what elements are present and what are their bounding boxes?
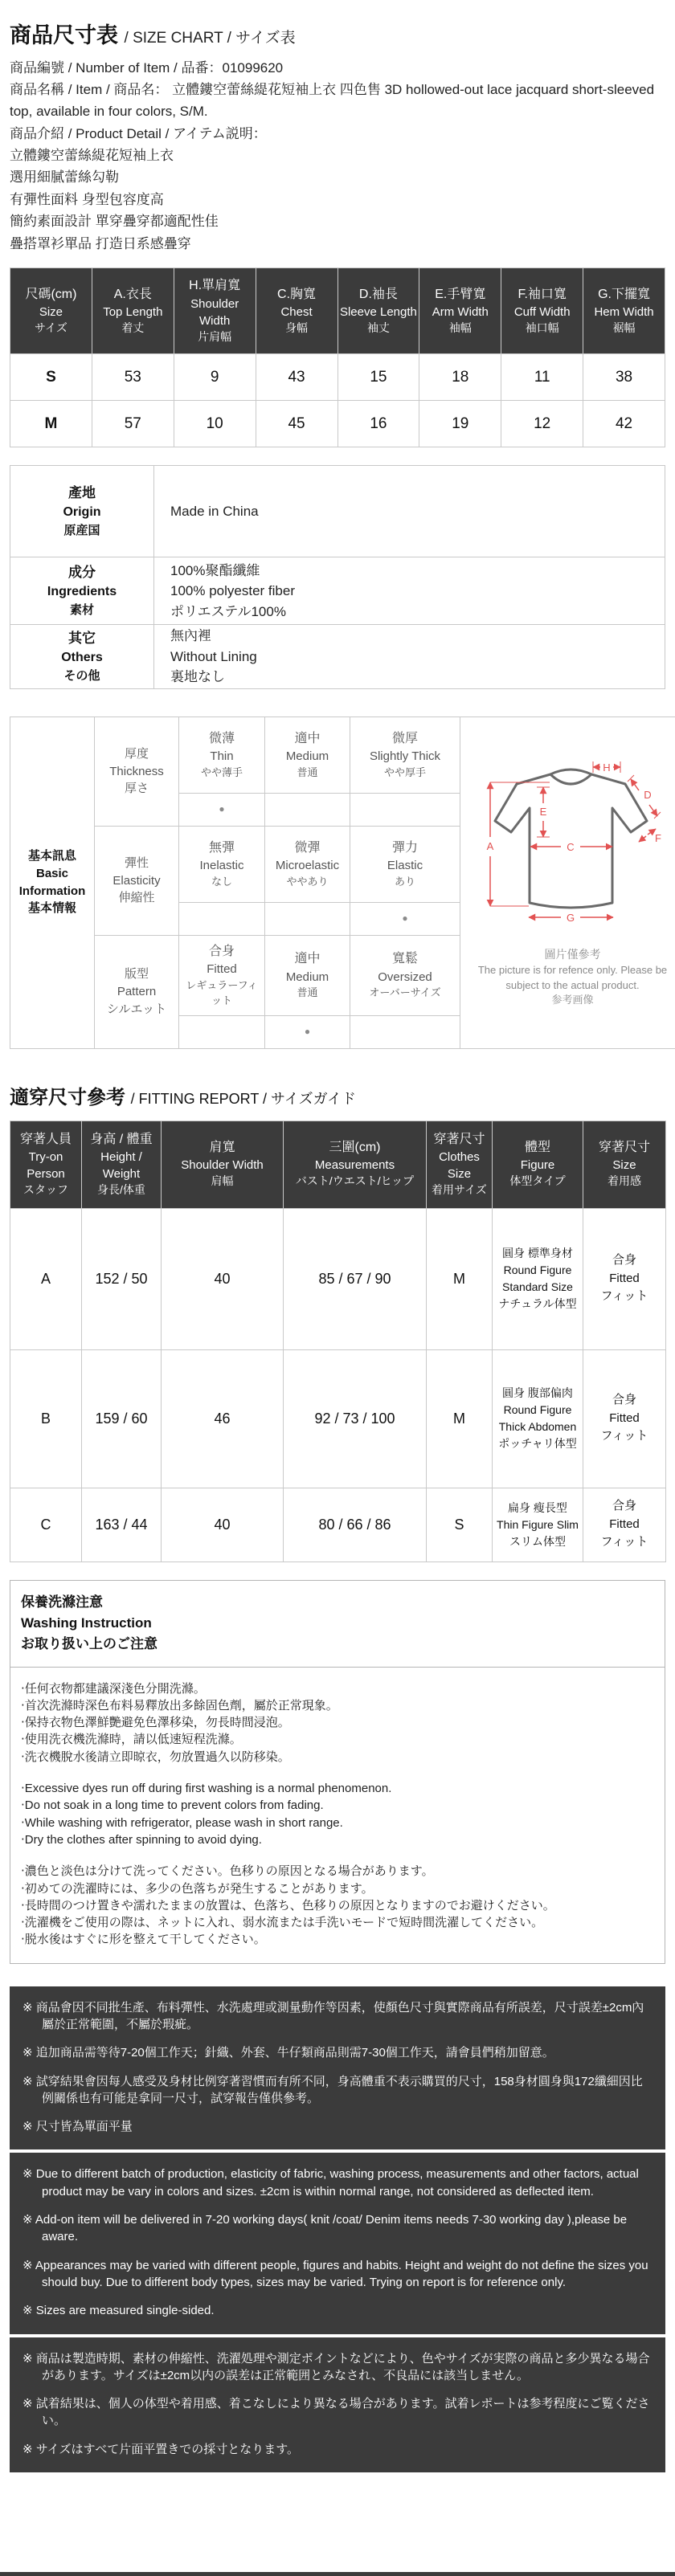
- option-en: Oversized: [352, 969, 458, 986]
- size-header-jp: 片肩幅: [176, 329, 254, 345]
- page-title-zh: 商品尺寸表: [10, 23, 118, 47]
- figure-jp: ポッチャリ体型: [495, 1435, 580, 1452]
- origin-label-zh: 產地: [11, 483, 153, 504]
- size-row-m: [10, 401, 665, 447]
- height-weight-cell: 163 / 44: [82, 1488, 162, 1562]
- elasticity-option-microelastic: [265, 826, 350, 902]
- fit-zh: 合身: [586, 1391, 663, 1410]
- option-en: Microelastic: [267, 857, 348, 875]
- option-jp: 普通: [267, 986, 348, 1001]
- item-number-value: 01099620: [223, 60, 284, 76]
- item-name-value: 立體鏤空蕾絲緹花短袖上衣 四色售 3D hollowed-out lace jacquard short-sleeved top, available in four colors, S/M.: [10, 82, 654, 119]
- size-header-cell: [583, 268, 665, 354]
- option-zh: 微彈: [267, 839, 348, 857]
- basic-info-section-label: [10, 716, 95, 1048]
- option-en: Thin: [181, 748, 263, 765]
- fit-header-jp: 着用サイズ: [428, 1182, 490, 1198]
- fit-header-en: Measurements: [285, 1157, 424, 1174]
- size-header-cell: [419, 268, 501, 354]
- size-value-cell: 15: [338, 354, 419, 401]
- size-value-cell: 53: [92, 354, 174, 401]
- pattern-option-fitted: [179, 935, 265, 1015]
- figure-en: Thin Figure Slim: [495, 1517, 580, 1533]
- option-zh: 適中: [267, 949, 348, 968]
- others-value-zh: 無內裡: [170, 626, 664, 647]
- option-zh: 微薄: [181, 729, 263, 748]
- size-header-zh: G.下擺寬: [585, 286, 663, 304]
- size-header-zh: A.衣長: [94, 286, 172, 304]
- option-zh: 寬鬆: [352, 949, 458, 968]
- product-info-table: [10, 465, 665, 689]
- fitting-header-cell: [427, 1121, 493, 1208]
- basic-info-label-en: Basic Information: [11, 865, 93, 900]
- shoulder-cell: 40: [162, 1488, 284, 1562]
- washing-line: ‧初めての洗濯時には、多少の色落ちが発生することがあります。: [21, 1880, 654, 1897]
- pattern-dot-medium: ●: [265, 1015, 350, 1048]
- option-zh: 微厚: [352, 729, 458, 748]
- size-header-jp: 裾幅: [585, 320, 663, 337]
- ingredients-label-cell: [10, 557, 154, 625]
- washing-group-jp: [21, 1863, 654, 1948]
- size-header-jp: 袖丈: [340, 320, 418, 337]
- pattern-label-en: Pattern: [96, 983, 178, 1001]
- fit-header-zh: 體型: [494, 1139, 581, 1157]
- size-header-en: Size: [12, 304, 90, 320]
- page-title: [10, 18, 665, 49]
- size-header-jp: サイズ: [12, 320, 90, 337]
- size-header-zh: D.袖長: [340, 286, 418, 304]
- washing-group-zh: [21, 1680, 654, 1766]
- fit-jp: フィット: [586, 1288, 663, 1306]
- option-jp: やや薄手: [181, 765, 263, 781]
- size-chart-table: [10, 267, 665, 447]
- washing-line: ‧Do not soak in a long time to prevent colors from fading.: [21, 1797, 654, 1814]
- washing-line: ‧長時間のつけ置きや濡れたままの放置は、色落ち、色移りの原因となりますのでお避けください。: [21, 1897, 654, 1914]
- washing-line: ‧保持衣物色澤鮮艷避免色澤移染，勿長時間浸泡。: [21, 1714, 654, 1731]
- figure-jp: ナチュラル体型: [495, 1296, 580, 1312]
- ingredients-value-zh: 100%聚酯纖維: [170, 561, 664, 582]
- option-jp: なし: [181, 875, 263, 890]
- basic-info-table: [10, 716, 675, 1049]
- elasticity-label-jp: 伸縮性: [96, 889, 178, 907]
- fit-header-zh: 肩寬: [163, 1139, 281, 1157]
- option-jp: オーバーサイズ: [352, 986, 458, 1001]
- others-value-en: Without Lining: [170, 647, 664, 667]
- size-value-cell: 19: [419, 401, 501, 447]
- option-jp: レギュラーフィット: [181, 978, 263, 1009]
- figure-zh: 扁身 瘦長型: [495, 1500, 580, 1517]
- fit-header-zh: 穿著尺寸: [585, 1139, 664, 1157]
- fit-header-en: Figure: [494, 1157, 581, 1174]
- size-header-cell: [501, 268, 583, 354]
- label-A: A: [486, 840, 493, 852]
- size-header-jp: 袖口幅: [503, 320, 581, 337]
- fit-feel-cell: [583, 1488, 666, 1562]
- others-label-cell: [10, 625, 154, 689]
- fitting-row-b: [10, 1349, 666, 1488]
- size-value-cell: 45: [256, 401, 338, 447]
- option-en: Fitted: [181, 961, 263, 978]
- figure-zh: 圓身 標準身材: [495, 1245, 580, 1262]
- size-header-zh: C.胸寬: [258, 286, 336, 304]
- product-detail-line: 立體鏤空蕾絲緹花短袖上衣: [10, 145, 665, 167]
- item-name-label: 商品名稱 / Item / 商品名：: [10, 82, 168, 97]
- product-detail-line: 有彈性面料 身型包容度高: [10, 189, 665, 211]
- thickness-label-en: Thickness: [96, 763, 178, 781]
- origin-row: [10, 466, 665, 557]
- size-header-en: Sleeve Length: [340, 304, 418, 320]
- note-item: ※ 商品會因不同批生產、布料彈性、水洗處理或測量動作等因素，使顏色尺寸與實際商品有所誤差，尺寸誤差±2cm內屬於正常範圍，不屬於瑕疵。: [22, 1999, 652, 2034]
- notes-box-jp: [10, 2337, 665, 2472]
- size-header-zh: H.單肩寬: [176, 277, 254, 295]
- fitting-title-zh: 適穿尺寸參考: [10, 1087, 125, 1108]
- measurements-cell: 85 / 67 / 90: [284, 1208, 427, 1349]
- size-header-cell: [174, 268, 256, 354]
- size-header-cell: [338, 268, 419, 354]
- notes-section: [10, 1986, 665, 2472]
- fit-zh: 合身: [586, 1251, 663, 1270]
- size-header-zh: E.手臂寬: [421, 286, 499, 304]
- measurements-cell: 92 / 73 / 100: [284, 1349, 427, 1488]
- fit-jp: フィット: [586, 1533, 663, 1552]
- option-en: Slightly Thick: [352, 748, 458, 765]
- fit-header-zh: 身高 / 體重: [84, 1131, 159, 1149]
- thickness-option-thick: [350, 716, 460, 793]
- washing-title-zh: 保養洗滌注意: [21, 1592, 654, 1613]
- pattern-dot-fitted: [179, 1015, 265, 1048]
- ingredients-value-en: 100% polyester fiber: [170, 581, 664, 602]
- size-value-cell: 9: [174, 354, 256, 401]
- figure-cell: [493, 1349, 583, 1488]
- tryon-person-cell: B: [10, 1349, 82, 1488]
- fit-header-jp: 着用感: [585, 1174, 664, 1190]
- fit-en: Fitted: [586, 1516, 663, 1534]
- others-value-jp: 裏地なし: [170, 667, 664, 688]
- elasticity-option-elastic: [350, 826, 460, 902]
- size-value-cell: 16: [338, 401, 419, 447]
- measurements-cell: 80 / 66 / 86: [284, 1488, 427, 1562]
- tshirt-measurement-diagram: [472, 757, 673, 929]
- label-C: C: [567, 841, 574, 853]
- size-value-cell: 10: [174, 401, 256, 447]
- figure-en: Round Figure Standard Size: [495, 1262, 580, 1296]
- elasticity-dot-microelastic: [265, 902, 350, 935]
- fitting-header-cell: [284, 1121, 427, 1208]
- fit-feel-cell: [583, 1208, 666, 1349]
- fit-header-jp: スタッフ: [12, 1182, 80, 1198]
- washing-line: ‧使用洗衣機洗滌時，請以低速短程洗滌。: [21, 1731, 654, 1748]
- washing-line: ‧While washing with refrigerator, please wash in short range.: [21, 1815, 654, 1831]
- others-row: [10, 625, 665, 689]
- fit-jp: フィット: [586, 1427, 663, 1446]
- option-en: Medium: [267, 748, 348, 765]
- fitting-header-cell: [162, 1121, 284, 1208]
- page-title-suffix: / SIZE CHART / サイズ表: [125, 30, 296, 47]
- diagram-caption: [464, 946, 675, 1008]
- size-header-jp: 着丈: [94, 320, 172, 337]
- pattern-option-medium: [265, 935, 350, 1015]
- fitting-report-title: [10, 1081, 665, 1109]
- bottom-dark-strip: [0, 2572, 675, 2576]
- basic-info-label-jp: 基本情報: [11, 900, 93, 917]
- fitting-header-cell: [493, 1121, 583, 1208]
- item-number-line: [10, 57, 665, 79]
- option-zh: 合身: [181, 942, 263, 961]
- washing-line: ‧脱水後はすぐに形を整えて干してください。: [21, 1931, 654, 1948]
- fitting-header-cell: [82, 1121, 162, 1208]
- ingredients-label-jp: 素材: [11, 602, 153, 620]
- fitting-row-c: [10, 1488, 666, 1562]
- fit-header-en: Try-on Person: [12, 1149, 80, 1182]
- size-header-cell: [92, 268, 174, 354]
- size-header-en: Cuff Width: [503, 304, 581, 320]
- figure-cell: [493, 1488, 583, 1562]
- thickness-label-zh: 厚度: [96, 745, 178, 763]
- pattern-label-jp: シルエット: [96, 1001, 178, 1019]
- product-detail-line: 簡約素面設計 單穿疊穿都適配性佳: [10, 210, 665, 233]
- size-header-jp: 身幅: [258, 320, 336, 337]
- note-item: ※ 商品は製造時期、素材の伸縮性、洗濯処理や測定ポイントなどにより、色やサイズが実際の商品と多少異なる場合があります。サイズは±2cm以内の誤差は正常範囲とみなされ、不良品には該当しません。: [22, 2350, 652, 2385]
- others-value-cell: [154, 625, 665, 689]
- size-name-cell: M: [10, 401, 92, 447]
- product-detail-line: 選用細膩蕾絲勾勒: [10, 166, 665, 189]
- note-item: ※ 尺寸皆為單面平量: [22, 2118, 652, 2135]
- elasticity-label-cell: [95, 826, 179, 935]
- washing-line: ‧首次洗滌時深色布料易釋放出多餘固色劑，屬於正常現象。: [21, 1697, 654, 1714]
- option-en: Inelastic: [181, 857, 263, 875]
- tryon-person-cell: A: [10, 1208, 82, 1349]
- washing-line: ‧洗衣機脫水後請立即晾衣，勿放置過久以防移染。: [21, 1749, 654, 1766]
- ingredients-value-cell: [154, 557, 665, 625]
- item-number-label: 商品編號 / Number of Item / 品番：: [10, 60, 223, 76]
- size-header-jp: 袖幅: [421, 320, 499, 337]
- ingredients-label-en: Ingredients: [11, 582, 153, 602]
- note-item: ※ 追加商品需等待7-20個工作天；針織、外套、牛仔類商品則需7-30個工作天，請會員們稍加留意。: [22, 2044, 652, 2061]
- origin-value: Made in China: [170, 501, 664, 522]
- clothes-size-cell: M: [427, 1208, 493, 1349]
- origin-label-cell: [10, 466, 154, 557]
- shoulder-cell: 40: [162, 1208, 284, 1349]
- size-header-cell: [256, 268, 338, 354]
- fitting-title-suffix: / FITTING REPORT / サイズガイド: [131, 1091, 356, 1107]
- elasticity-dot-inelastic: [179, 902, 265, 935]
- fit-header-jp: 肩幅: [163, 1174, 281, 1190]
- option-en: Elastic: [352, 857, 458, 875]
- height-weight-cell: 152 / 50: [82, 1208, 162, 1349]
- ingredients-row: [10, 557, 665, 625]
- thickness-label-jp: 厚さ: [96, 780, 178, 798]
- fit-header-jp: バスト/ウエスト/ヒップ: [285, 1174, 424, 1190]
- fit-header-jp: 体型タイプ: [494, 1174, 581, 1190]
- fit-header-zh: 穿著尺寸: [428, 1131, 490, 1149]
- product-detail-line: 疊搭罩衫單品 打造日系感疊穿: [10, 233, 665, 255]
- washing-group-en: [21, 1780, 654, 1848]
- size-header-en: Top Length: [94, 304, 172, 320]
- caption-jp: 参考画像: [464, 993, 675, 1008]
- figure-en: Round Figure Thick Abdomen: [495, 1402, 580, 1435]
- washing-title-jp: お取り扱い上のご注意: [21, 1634, 654, 1655]
- note-item: ※ Appearances may be varied with different people, figures and habits. Height and weight do not define the sizes you should buy. Due to different body types, sizes may be varied. Trying on report is for reference only.: [22, 2257, 652, 2292]
- fit-en: Fitted: [586, 1410, 663, 1428]
- figure-jp: スリム体型: [495, 1533, 580, 1550]
- elasticity-dot-elastic: ●: [350, 902, 460, 935]
- others-label-en: Others: [11, 648, 153, 667]
- option-jp: やや厚手: [352, 765, 458, 781]
- basic-info-label-zh: 基本訊息: [11, 847, 93, 865]
- size-name-cell: S: [10, 354, 92, 401]
- ingredients-label-zh: 成分: [11, 562, 153, 583]
- fit-header-zh: 穿著人員: [12, 1131, 80, 1149]
- fit-header-en: Size: [585, 1157, 664, 1174]
- size-value-cell: 18: [419, 354, 501, 401]
- note-item: ※ 試着結果は、個人の体型や着用感、着こなしにより異なる場合があります。試着レポートは参考程度にご覧ください。: [22, 2395, 652, 2430]
- height-weight-cell: 159 / 60: [82, 1349, 162, 1488]
- clothes-size-cell: S: [427, 1488, 493, 1562]
- size-header-en: Shoulder Width: [176, 296, 254, 329]
- origin-label-en: Origin: [11, 503, 153, 522]
- option-jp: 普通: [267, 765, 348, 781]
- note-item: ※ Sizes are measured single-sided.: [22, 2302, 652, 2319]
- others-label-zh: 其它: [11, 628, 153, 649]
- thickness-dot-thin: ●: [179, 793, 265, 826]
- bottom-spacer: [0, 2476, 675, 2572]
- clothes-size-cell: M: [427, 1349, 493, 1488]
- note-item: ※ Due to different batch of production, elasticity of fabric, washing process, measurements and other factors, actual product may be vary in colors and sizes. ±2cm is within normal range, not considered as deflected item.: [22, 2166, 652, 2200]
- tryon-person-cell: C: [10, 1488, 82, 1562]
- fitting-header-cell: [583, 1121, 666, 1208]
- thickness-dot-thick: [350, 793, 460, 826]
- label-D: D: [644, 789, 651, 801]
- item-name-line: [10, 79, 665, 122]
- thickness-option-thin: [179, 716, 265, 793]
- pattern-dot-oversized: [350, 1015, 460, 1048]
- size-value-cell: 12: [501, 401, 583, 447]
- notes-box-en: [10, 2153, 665, 2333]
- caption-zh: 圖片僅參考: [464, 946, 675, 962]
- fit-header-en: Clothes Size: [428, 1149, 490, 1182]
- label-F: F: [655, 832, 661, 844]
- size-header-zh: F.袖口寬: [503, 286, 581, 304]
- fit-header-jp: 身長/体重: [84, 1182, 159, 1198]
- option-zh: 適中: [267, 729, 348, 748]
- washing-line: ‧洗濯機をご使用の際は、ネットに入れ、弱水流または手洗いモードで短時間洗濯してください。: [21, 1914, 654, 1931]
- size-header-en: Arm Width: [421, 304, 499, 320]
- size-row-s: [10, 354, 665, 401]
- fitting-header-cell: [10, 1121, 82, 1208]
- thickness-option-row: [10, 716, 675, 793]
- size-header-zh: 尺碼(cm): [12, 286, 90, 304]
- fit-header-en: Height / Weight: [84, 1149, 159, 1182]
- ingredients-value-jp: ポリエステル100%: [170, 602, 664, 623]
- size-value-cell: 38: [583, 354, 665, 401]
- measurement-diagram-cell: [460, 716, 675, 1048]
- size-header-cell: [10, 268, 92, 354]
- caption-en: The picture is for refence only. Please be subject to the actual product.: [464, 963, 675, 994]
- washing-line: ‧Dry the clothes after spinning to avoid dying.: [21, 1831, 654, 1848]
- washing-line: ‧濃色と淡色は分けて洗ってください。色移りの原因となる場合があります。: [21, 1863, 654, 1880]
- elasticity-label-en: Elasticity: [96, 872, 178, 890]
- origin-value-cell: [154, 466, 665, 557]
- thickness-label-cell: [95, 716, 179, 826]
- figure-cell: [493, 1208, 583, 1349]
- shoulder-cell: 46: [162, 1349, 284, 1488]
- option-jp: ややあり: [267, 875, 348, 890]
- figure-zh: 圓身 腹部偏肉: [495, 1385, 580, 1402]
- label-G: G: [566, 912, 574, 924]
- option-zh: 彈力: [352, 839, 458, 857]
- pattern-label-zh: 版型: [96, 965, 178, 983]
- elasticity-label-zh: 彈性: [96, 855, 178, 872]
- pattern-label-cell: [95, 935, 179, 1048]
- fit-header-en: Shoulder Width: [163, 1157, 281, 1174]
- origin-label-jp: 原産国: [11, 522, 153, 541]
- thickness-option-medium: [265, 716, 350, 793]
- size-value-cell: 43: [256, 354, 338, 401]
- others-label-jp: その他: [11, 667, 153, 686]
- note-item: ※ サイズはすべて片面平置きでの採寸となります。: [22, 2441, 652, 2458]
- fit-en: Fitted: [586, 1270, 663, 1288]
- fitting-row-a: [10, 1208, 666, 1349]
- size-value-cell: 57: [92, 401, 174, 447]
- size-header-en: Hem Width: [585, 304, 663, 320]
- fit-feel-cell: [583, 1349, 666, 1488]
- pattern-option-oversized: [350, 935, 460, 1015]
- washing-title-en: Washing Instruction: [21, 1613, 654, 1634]
- size-value-cell: 11: [501, 354, 583, 401]
- washing-title-box: [10, 1580, 665, 1668]
- size-value-cell: 42: [583, 401, 665, 447]
- elasticity-option-inelastic: [179, 826, 265, 902]
- size-table-header-row: [10, 268, 665, 354]
- washing-line: ‧任何衣物都建議深淺色分開洗滌。: [21, 1680, 654, 1697]
- notes-box-zh: [10, 1986, 665, 2150]
- fitting-report-table: [10, 1121, 666, 1562]
- option-jp: あり: [352, 875, 458, 890]
- option-en: Medium: [267, 969, 348, 986]
- fit-header-zh: 三圍(cm): [285, 1139, 424, 1157]
- fitting-header-row: [10, 1121, 666, 1208]
- label-H: H: [603, 761, 610, 774]
- note-item: ※ Add-on item will be delivered in 7-20 working days( knit /coat/ Denim items needs 7-30 working day ),please be aware.: [22, 2211, 652, 2246]
- fit-zh: 合身: [586, 1497, 663, 1516]
- washing-body-box: [10, 1667, 665, 1964]
- label-E: E: [539, 806, 546, 818]
- product-detail-label: 商品介紹 / Product Detail / アイテム説明：: [10, 123, 665, 145]
- option-zh: 無彈: [181, 839, 263, 857]
- thickness-dot-medium: [265, 793, 350, 826]
- note-item: ※ 試穿結果會因每人感受及身材比例穿著習慣而有所不同，身高體重不表示購買的尺寸，158身材圓身與172纖細因比例關係也有可能是拿同一尺寸，試穿報告僅供參考。: [22, 2073, 652, 2108]
- washing-line: ‧Excessive dyes run off during first washing is a normal phenomenon.: [21, 1780, 654, 1797]
- size-header-en: Chest: [258, 304, 336, 320]
